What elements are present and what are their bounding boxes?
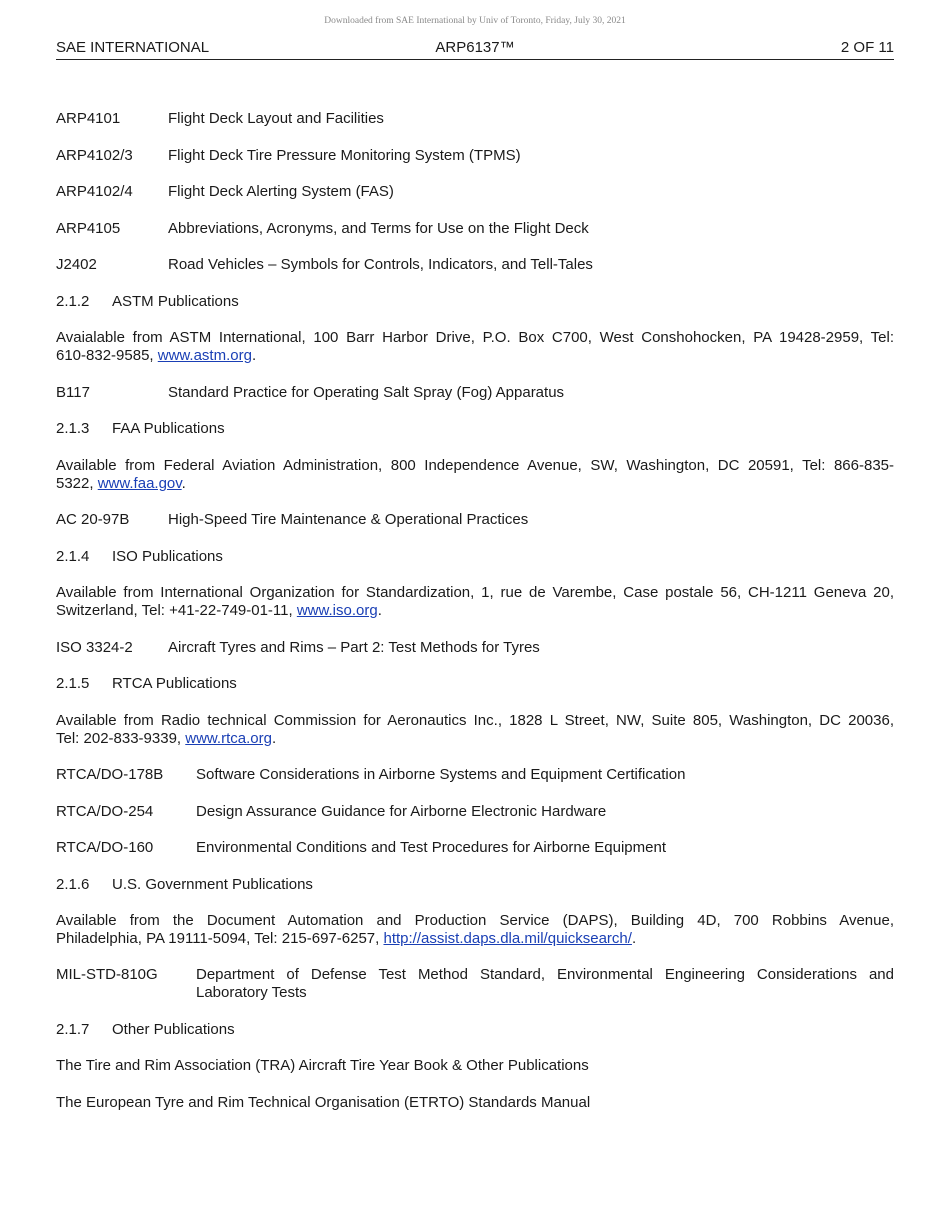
section-title: FAA Publications: [112, 420, 225, 437]
ref-title: Environmental Conditions and Test Procedures for Airborne Equipment: [196, 839, 666, 856]
rtca-website-link[interactable]: www.rtca.org: [185, 730, 272, 747]
ref-code: RTCA/DO-254: [56, 803, 154, 820]
ref-code: AC 20-97B: [56, 511, 130, 528]
ref-title: Design Assurance Guidance for Airborne Electronic Hardware: [196, 803, 607, 820]
reference-entry: [56, 966, 894, 1002]
ref-title: Flight Deck Tire Pressure Monitoring System (TPMS): [168, 147, 521, 164]
paragraph-line: [56, 730, 894, 748]
availability-paragraph: [56, 584, 894, 620]
ref-code: RTCA/DO-178B: [56, 766, 164, 783]
ref-code: RTCA/DO-160: [56, 839, 154, 856]
paragraph-text: Tel: 202-833-9339,: [56, 730, 186, 747]
section-title: ISO Publications: [112, 548, 223, 565]
ref-title: Standard Practice for Operating Salt Spray (Fog) Apparatus: [168, 384, 565, 401]
ref-title: High-Speed Tire Maintenance & Operational Practices: [168, 511, 529, 528]
ref-title: [196, 966, 894, 1002]
section-number: 2.1.5: [56, 675, 90, 692]
paragraph-line: [56, 347, 894, 365]
paragraph-line: [56, 602, 894, 620]
other-publication-item: The European Tyre and Rim Technical Organisation (ETRTO) Standards Manual: [56, 1094, 591, 1111]
paragraph-line: Avaialable from ASTM International, 100 Barr Harbor Drive, P.O. Box C700, West Conshohocken, PA 19428-2959, Tel:: [56, 329, 894, 346]
section-title: RTCA Publications: [112, 675, 237, 692]
ref-title: Abbreviations, Acronyms, and Terms for Use on the Flight Deck: [168, 220, 589, 237]
ref-title: Flight Deck Alerting System (FAS): [168, 183, 394, 200]
ref-title: Software Considerations in Airborne Systems and Equipment Certification: [196, 766, 686, 783]
ref-code: ISO 3324-2: [56, 639, 133, 656]
paragraph-line: [56, 475, 894, 493]
other-publication-item: The Tire and Rim Association (TRA) Aircraft Tire Year Book & Other Publications: [56, 1057, 589, 1074]
ref-code: ARP4102/3: [56, 147, 133, 164]
faa-website-link[interactable]: www.faa.gov: [97, 475, 182, 492]
ref-code: J2402: [56, 256, 97, 273]
ref-code: ARP4102/4: [56, 183, 133, 200]
section-title: U.S. Government Publications: [112, 876, 313, 893]
availability-paragraph: [56, 457, 894, 493]
ref-code: B117: [56, 384, 90, 401]
paragraph-line: Available from Federal Aviation Administration, 800 Independence Avenue, SW, Washington, DC 20591, Tel: 866-835-: [56, 457, 894, 474]
paragraph-end: .: [631, 930, 637, 947]
section-title: Other Publications: [112, 1021, 235, 1038]
paragraph-text: 5322,: [56, 475, 98, 492]
paragraph-end: .: [181, 475, 186, 492]
availability-paragraph: [56, 712, 894, 748]
section-number: 2.1.6: [56, 876, 90, 893]
paragraph-end: .: [271, 730, 277, 747]
ref-title: Aircraft Tyres and Rims – Part 2: Test Methods for Tyres: [168, 639, 540, 656]
header-page-number: 2 OF 11: [840, 39, 894, 56]
section-number: 2.1.7: [56, 1021, 90, 1038]
section-title: ASTM Publications: [112, 293, 239, 310]
ref-title: Flight Deck Layout and Facilities: [168, 110, 384, 127]
ref-title-line: Laboratory Tests: [196, 984, 307, 1001]
paragraph-line: Available from Radio technical Commission for Aeronautics Inc., 1828 L Street, NW, Suite 805, Washington, DC 20036,: [56, 712, 894, 729]
paragraph-line: Available from International Organization for Standardization, 1, rue de Varembe, Case postale 56, CH-1211 Geneva 20,: [56, 584, 894, 601]
daps-quicksearch-link[interactable]: http://assist.daps.dla.mil/quicksearch/: [383, 930, 632, 947]
ref-code: ARP4101: [56, 110, 121, 127]
paragraph-text: Switzerland, Tel: +41-22-749-01-11,: [56, 602, 297, 619]
paragraph-text: Philadelphia, PA 19111-5094, Tel: 215-697-6257,: [56, 930, 384, 947]
section-number: 2.1.3: [56, 420, 90, 437]
iso-website-link[interactable]: www.iso.org: [296, 602, 378, 619]
download-watermark: Downloaded from SAE International by Univ of Toronto, Friday, July 30, 2021: [324, 16, 626, 26]
page-header: [56, 39, 894, 60]
header-org: SAE INTERNATIONAL: [56, 39, 210, 56]
paragraph-end: .: [251, 347, 257, 364]
paragraph-end: .: [377, 602, 382, 619]
paragraph-line: Available from the Document Automation and Production Service (DAPS), Building 4D, 700 Robbins Avenue,: [56, 912, 894, 929]
section-number: 2.1.4: [56, 548, 90, 565]
ref-code: MIL-STD-810G: [56, 966, 158, 983]
ref-title-line: Department of Defense Test Method Standard, Environmental Engineering Considerations and: [196, 966, 894, 983]
ref-code: ARP4105: [56, 220, 121, 237]
section-number: 2.1.2: [56, 293, 90, 310]
paragraph-text: 610-832-9585,: [56, 347, 158, 364]
availability-paragraph: [56, 912, 894, 948]
availability-paragraph: [56, 329, 894, 365]
astm-website-link[interactable]: www.astm.org: [157, 347, 252, 364]
header-doc-number: ARP6137™: [435, 39, 515, 56]
paragraph-line: [56, 930, 894, 948]
ref-title: Road Vehicles – Symbols for Controls, Indicators, and Tell-Tales: [168, 256, 593, 273]
